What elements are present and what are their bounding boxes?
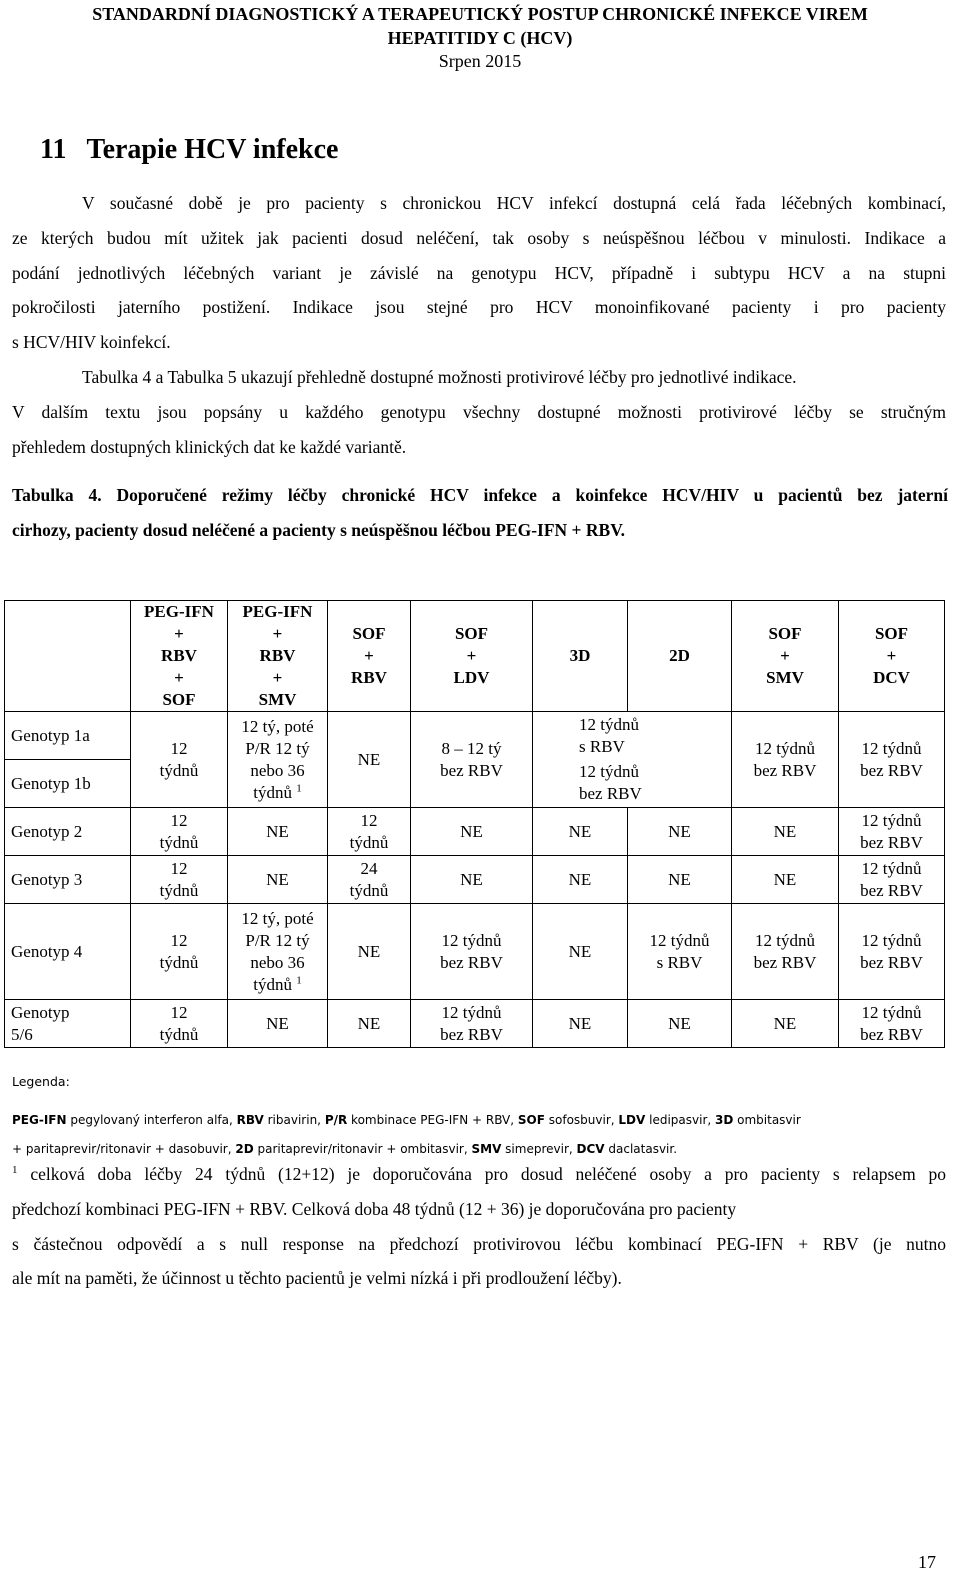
cell-text: 8 – 12 tý <box>441 738 502 758</box>
cell-text: s RBV <box>656 952 703 972</box>
header-sof-dcv <box>839 601 945 712</box>
cell-text: 12 týdnů <box>441 930 502 950</box>
cell-text: týdnů <box>349 832 389 852</box>
legend-abbr: SOF <box>517 1113 545 1127</box>
genotype-text: Genotyp 5/6 <box>11 1002 70 1044</box>
section-title <box>40 134 338 166</box>
legend-abbr: DCV <box>576 1142 605 1156</box>
legend-line-1 <box>12 1113 952 1127</box>
table-cell: NE <box>328 1000 411 1048</box>
page-number: 17 <box>918 1552 936 1572</box>
cell-text: 12 <box>170 810 188 830</box>
cell-text: 12 <box>170 930 188 950</box>
cell-text: 12 týdnů <box>755 930 815 950</box>
cell-text: 12 <box>360 810 378 830</box>
cell-text: týdnů <box>159 952 199 972</box>
cell-text: týdnů <box>159 832 199 852</box>
table-cell: NE <box>411 808 533 856</box>
header-3d: 3D <box>533 601 628 712</box>
header-date: Srpen 2015 <box>438 51 522 71</box>
paragraph-line: V dalším textu jsou popsány u každého genotypu všechny dostupné možnosti protivirové léčby se stručným <box>12 401 946 422</box>
cell-text: 12 týdnů <box>579 762 639 782</box>
cell-text: 24 <box>360 858 378 878</box>
genotype-cell: Genotyp 1b <box>5 760 131 808</box>
cell-text: 12 týdnů <box>861 858 922 878</box>
cell-text: bez RBV <box>860 760 923 780</box>
table-cell <box>839 856 945 904</box>
caption-line: Tabulka 4. Doporučené režimy léčby chronické HCV infekce a koinfekce HCV/HIV u pacientů bez jaterní <box>12 485 948 505</box>
genotype-cell: Genotyp 4 <box>5 904 131 1000</box>
table-cell <box>328 856 411 904</box>
header-text: LDV <box>453 668 490 687</box>
header-peg-rbv-smv <box>228 601 328 712</box>
header-text: SOF <box>874 624 909 643</box>
table-cell: NE <box>533 904 628 1000</box>
table-cell: NE <box>732 808 839 856</box>
table-cell <box>839 1000 945 1048</box>
paragraph-line: přehledem dostupných klinických dat ke každé variantě. <box>12 436 407 457</box>
paragraph-2 <box>12 360 946 464</box>
header-sof-ldv <box>411 601 533 712</box>
table-cell <box>411 904 533 1000</box>
cell-text: týdnů <box>253 974 292 994</box>
cell-text: 12 týdnů <box>649 930 710 950</box>
table-cell <box>732 904 839 1000</box>
legend-heading: Legenda: <box>12 1074 70 1089</box>
genotype-cell <box>5 1000 131 1048</box>
table-cell <box>328 808 411 856</box>
cell-text: 12 týdnů <box>441 1002 502 1022</box>
legend-text: paritaprevir/ritonavir + ombitasvir, <box>253 1142 472 1156</box>
table-cell <box>411 712 533 808</box>
header-text: + <box>466 646 477 665</box>
legend-text: + paritaprevir/ritonavir + dasobuvir, <box>12 1142 236 1156</box>
table-cell: NE <box>228 1000 328 1048</box>
header-text: SOF <box>352 624 386 643</box>
cell-text <box>228 974 327 996</box>
legend-text: kombinace PEG-IFN + RBV, <box>347 1113 518 1127</box>
paragraph-1 <box>12 186 946 360</box>
legend-abbr: SMV <box>471 1142 502 1156</box>
cell-text: bez RBV <box>860 832 923 852</box>
genotype-cell: Genotyp 2 <box>5 808 131 856</box>
caption-line: cirhozy, pacienty dosud neléčené a pacienty s neúspěšnou léčbou PEG-IFN + RBV. <box>12 519 625 540</box>
legend-abbr: RBV <box>236 1113 264 1127</box>
cell-text: 12 <box>170 858 188 878</box>
table-cell <box>131 712 228 808</box>
paragraph-line: s HCV/HIV koinfekcí. <box>12 332 171 353</box>
table-row <box>5 808 945 856</box>
legend-abbr: P/R <box>324 1113 348 1127</box>
header-empty-cell <box>5 601 131 712</box>
table-cell <box>533 712 732 760</box>
table-header-row <box>5 601 945 712</box>
footnote-marker: 1 <box>296 781 302 794</box>
cell-text: bez RBV <box>440 952 503 972</box>
header-text: + <box>272 668 283 687</box>
header-text: SOF <box>768 624 802 643</box>
table-cell <box>228 904 328 1000</box>
cell-text: 12 týdnů <box>755 738 815 758</box>
header-text: RBV <box>161 646 197 665</box>
header-text: + <box>272 624 283 643</box>
table-cell: NE <box>628 856 732 904</box>
header-text: RBV <box>259 646 296 665</box>
header-text: PEG-IFN <box>144 602 214 621</box>
table-cell <box>411 1000 533 1048</box>
header-text: + <box>174 668 184 687</box>
footnote-marker: 1 <box>12 1164 18 1177</box>
table-cell: NE <box>732 1000 839 1048</box>
table-cell <box>131 1000 228 1048</box>
cell-text: 12 týdnů <box>861 1002 922 1022</box>
paragraph-line: podání jednotlivých léčebných variant je závislé na genotypu HCV, případně i subtypu HCV a na stupni <box>12 262 946 283</box>
header-2d: 2D <box>628 601 732 712</box>
header-title-line1: STANDARDNÍ DIAGNOSTICKÝ A TERAPEUTICKÝ POSTUP CHRONICKÉ INFEKCE VIREM <box>92 4 868 24</box>
genotype-cell: Genotyp 3 <box>5 856 131 904</box>
table-row <box>5 904 945 1000</box>
cell-text: 12 <box>170 1002 188 1022</box>
table-row <box>5 1000 945 1048</box>
legend-text: ribavirin, <box>263 1113 325 1127</box>
cell-text: týdnů <box>159 880 199 900</box>
cell-text: 12 týdnů <box>579 714 639 734</box>
header-text: RBV <box>351 668 387 687</box>
cell-text <box>228 782 327 804</box>
table-caption <box>12 478 948 547</box>
header-text: SOF <box>162 690 196 709</box>
cell-text: bez RBV <box>860 880 923 900</box>
header-sof-smv <box>732 601 839 712</box>
header-sof-rbv <box>328 601 411 712</box>
cell-text: nebo 36 <box>250 952 305 972</box>
footnote-line <box>12 1157 946 1192</box>
legend-abbr: 3D <box>715 1113 734 1127</box>
footnote <box>12 1157 946 1296</box>
cell-text: 12 tý, poté <box>241 716 314 736</box>
cell-text: bez RBV <box>440 1024 503 1044</box>
regimen-table <box>4 600 945 1048</box>
legend-text: ombitasvir <box>733 1113 801 1127</box>
cell-text: 12 <box>170 738 188 758</box>
legend-line-2 <box>12 1142 952 1156</box>
table-cell: NE <box>533 808 628 856</box>
legend-text: daclatasvir. <box>604 1142 678 1156</box>
cell-text: bez RBV <box>860 952 923 972</box>
header-text: SOF <box>454 624 489 643</box>
table-cell <box>839 808 945 856</box>
header-text: DCV <box>873 668 910 687</box>
header-text: + <box>780 646 790 665</box>
header-text: SMV <box>766 668 804 687</box>
table-row <box>5 856 945 904</box>
legend-abbr: LDV <box>618 1113 646 1127</box>
paragraph-line: ze kterých budou mít užitek jak pacienti dosud neléčení, tak osoby s neúspěšnou léčbou v minulosti. Indikace a <box>12 227 946 248</box>
cell-text: bez RBV <box>860 1024 923 1044</box>
table-cell <box>533 760 732 808</box>
table-cell: NE <box>533 856 628 904</box>
table-cell <box>628 904 732 1000</box>
table-row <box>5 712 945 760</box>
cell-text: P/R 12 tý <box>245 930 310 950</box>
header-text: PEG-IFN <box>242 602 313 621</box>
section-number: 11 <box>40 134 67 165</box>
legend-text: simeprevir, <box>501 1142 577 1156</box>
table-cell: NE <box>628 1000 732 1048</box>
cell-text: týdnů <box>349 880 389 900</box>
table-cell <box>131 808 228 856</box>
header-text: SMV <box>258 690 297 709</box>
table-cell: NE <box>228 808 328 856</box>
section-title-text: Terapie HCV infekce <box>86 134 339 165</box>
table-cell: NE <box>533 1000 628 1048</box>
paragraph-line: pokročilosti jaterního postižení. Indikace jsou stejné pro HCV monoinfikované pacienty i pro pacienty <box>12 297 946 318</box>
cell-text: týdnů <box>253 782 292 802</box>
table-cell <box>131 904 228 1000</box>
paragraph-line: Tabulka 4 a Tabulka 5 ukazují přehledně dostupné možnosti protivirové léčby pro jednotlivé indikace. <box>82 367 797 387</box>
header-text: + <box>886 646 897 665</box>
footnote-line: předchozí kombinaci PEG-IFN + RBV. Celková doba 48 týdnů (12 + 36) je doporučována pro pacienty <box>12 1198 737 1219</box>
header-text: + <box>364 646 374 665</box>
legend-abbr: PEG-IFN <box>12 1113 67 1127</box>
table-cell <box>228 712 328 808</box>
header-peg-rbv-sof <box>131 601 228 712</box>
cell-text: bez RBV <box>753 760 817 780</box>
cell-text: bez RBV <box>440 760 503 780</box>
genotype-cell: Genotyp 1a <box>5 712 131 760</box>
table-cell: NE <box>411 856 533 904</box>
footnote-line: ale mít na paměti, že účinnost u těchto pacientů je velmi nízká i při prodloužení léčby). <box>12 1268 622 1289</box>
table-cell: NE <box>732 856 839 904</box>
table-cell: NE <box>228 856 328 904</box>
table-cell: NE <box>328 904 411 1000</box>
footnote-line: s částečnou odpovědí a s null response na předchozí protivirovou léčbu kombinací PEG-IFN + RBV (je nutno <box>12 1233 946 1254</box>
table-cell <box>839 712 945 808</box>
cell-text: bez RBV <box>753 952 817 972</box>
paragraph-line: V současné době je pro pacienty s chronickou HCV infekcí dostupná celá řada léčebných kombinací, <box>82 193 946 213</box>
table-cell <box>131 856 228 904</box>
table-cell: NE <box>628 808 732 856</box>
cell-text: 12 týdnů <box>861 930 922 950</box>
header-text: + <box>174 624 184 643</box>
legend-text: pegylovaný interferon alfa, <box>66 1113 237 1127</box>
cell-text: týdnů <box>159 1024 199 1044</box>
cell-text: 12 týdnů <box>861 738 922 758</box>
legend-text: ledipasvir, <box>645 1113 716 1127</box>
cell-text: bez RBV <box>579 784 642 804</box>
legend-abbr: 2D <box>235 1142 254 1156</box>
cell-text: 12 tý, poté <box>241 908 314 928</box>
table-cell <box>732 712 839 808</box>
cell-text: s RBV <box>579 736 625 756</box>
cell-text: týdnů <box>159 760 199 780</box>
cell-text: nebo 36 <box>250 760 305 780</box>
header-title-line2: HEPATITIDY C (HCV) <box>387 28 573 48</box>
footnote-marker: 1 <box>296 973 302 986</box>
cell-text: P/R 12 tý <box>245 738 310 758</box>
legend-text: sofosbuvir, <box>544 1113 619 1127</box>
footnote-text: celková doba léčby 24 týdnů (12+12) je doporučována pro dosud neléčené osoby a pro pacienty s relapsem po <box>30 1164 947 1184</box>
table-cell <box>839 904 945 1000</box>
table-cell: NE <box>328 712 411 808</box>
cell-text: 12 týdnů <box>861 810 922 830</box>
